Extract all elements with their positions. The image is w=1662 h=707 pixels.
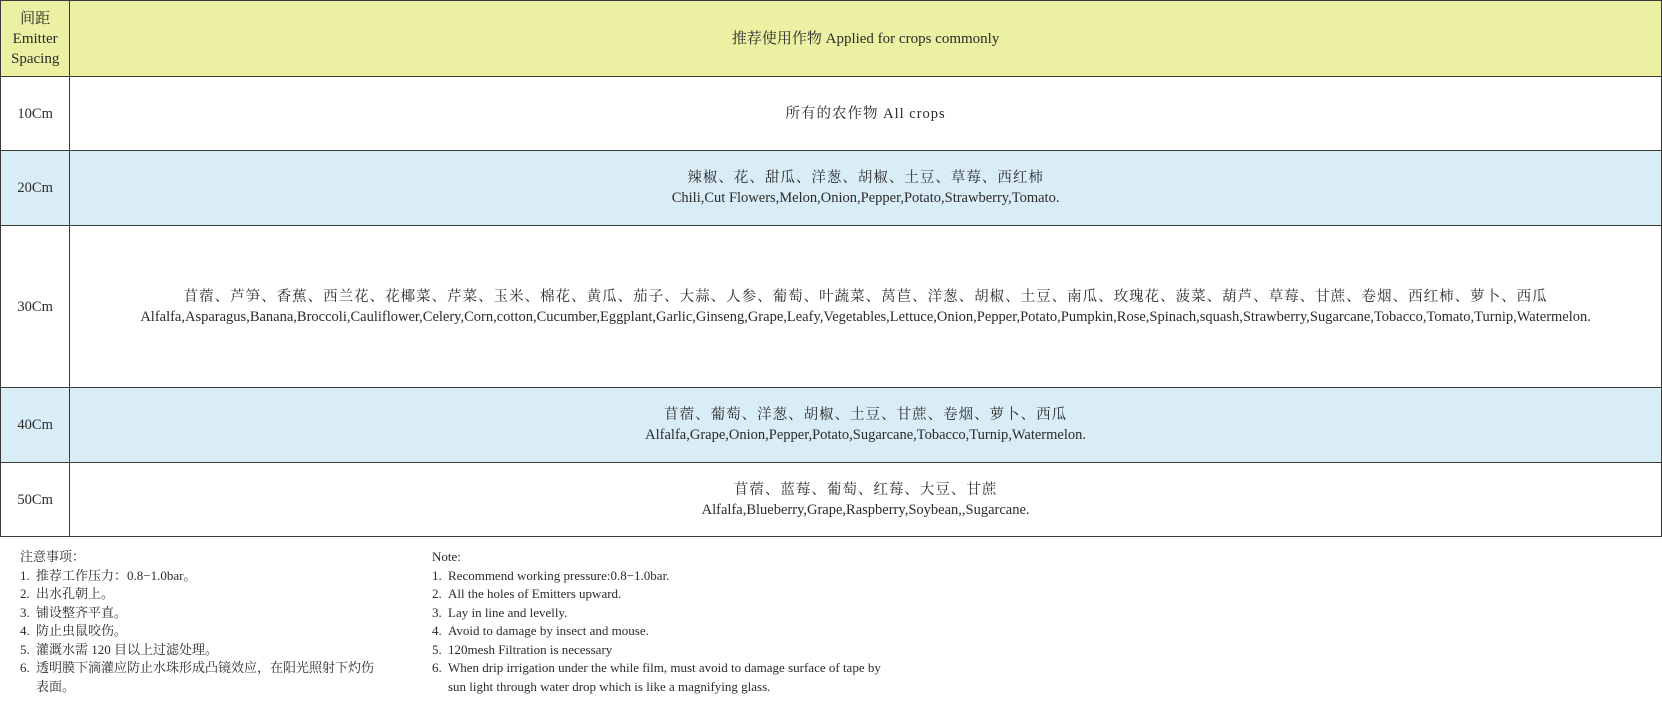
notes-chinese bbox=[20, 548, 400, 696]
notes-english bbox=[432, 548, 900, 696]
note-text: Lay in line and levelly. bbox=[448, 604, 568, 620]
row-spacing: 20Cm bbox=[1, 151, 70, 226]
note-item bbox=[432, 622, 900, 641]
row-crops-zh: 苜蓿、蓝莓、葡萄、红莓、大豆、甘蔗 bbox=[733, 481, 998, 498]
note-text: Avoid to damage by insect and mouse. bbox=[448, 623, 649, 638]
row-crops-en: Alfalfa,Blueberry,Grape,Raspberry,Soybean,,Sugarcane. bbox=[701, 501, 1030, 518]
note-text: 出水孔朝上。 bbox=[36, 586, 115, 601]
note-item bbox=[20, 567, 400, 586]
note-item bbox=[20, 585, 400, 604]
note-number: 6. bbox=[432, 660, 442, 675]
header-crops: 推荐使用作物 Applied for crops commonly bbox=[70, 1, 1662, 77]
note-item bbox=[432, 585, 900, 604]
note-item bbox=[432, 641, 900, 660]
table-row bbox=[1, 388, 1662, 463]
table-row bbox=[1, 226, 1662, 388]
row-crops bbox=[70, 226, 1662, 388]
note-number: 6. bbox=[20, 660, 30, 675]
note-number: 2. bbox=[432, 586, 442, 601]
table-row bbox=[1, 151, 1662, 226]
notes-section bbox=[0, 548, 901, 707]
note-text: 推荐工作压力：0.8−1.0bar。 bbox=[36, 567, 197, 583]
note-text: Recommend working pressure:0.8−1.0bar. bbox=[448, 567, 670, 583]
row-crops bbox=[70, 463, 1662, 537]
row-spacing: 50Cm bbox=[1, 463, 70, 537]
row-spacing: 40Cm bbox=[1, 388, 70, 463]
row-crops-zh: 苜蓿、葡萄、洋葱、胡椒、土豆、甘蔗、卷烟、萝卜、西瓜 bbox=[664, 407, 1068, 423]
note-text: All the holes of Emitters upward. bbox=[448, 586, 622, 601]
note-number: 4. bbox=[432, 623, 442, 638]
note-text: 透明膜下滴灌应防止水珠形成凸镜效应，在阳光照射下灼伤表面。 bbox=[36, 660, 375, 694]
row-crops-en: Alfalfa,Asparagus,Banana,Broccoli,Cauliflower,Celery,Corn,cotton,Cucumber,Eggplant,Garlic,Ginseng,Grape,Leafy,Vegetables,Lettuce,Onion,Pepper,Potato,Pumpkin,Rose,Spinach,squash,Strawberry,Sugarcane,Tobacco,Tomato,Turnip,Watermelon. bbox=[140, 308, 1591, 325]
note-text: When drip irrigation under the while film, must avoid to damage surface of tape by sun light through water drop which is like a magnifying glass. bbox=[448, 660, 881, 694]
row-crops-zh: 苜蓿、芦笋、香蕉、西兰花、花椰菜、芹菜、玉米、棉花、黄瓜、茄子、大蒜、人参、葡萄、叶蔬菜、莴苣、洋葱、胡椒、土豆、南瓜、玫瑰花、菠菜、葫芦、草莓、甘蔗、卷烟、西红柿、萝卜、西瓜 bbox=[183, 288, 1548, 305]
table-header-row bbox=[1, 1, 1662, 77]
row-crops-en: 所有的农作物 All crops bbox=[785, 105, 946, 122]
note-item bbox=[432, 659, 900, 696]
note-number: 3. bbox=[20, 604, 30, 620]
note-item bbox=[432, 604, 900, 623]
row-crops-en: Alfalfa,Grape,Onion,Pepper,Potato,Sugarcane,Tobacco,Turnip,Watermelon. bbox=[645, 427, 1087, 443]
row-crops bbox=[70, 151, 1662, 226]
note-number: 5. bbox=[432, 641, 442, 657]
note-item bbox=[20, 641, 400, 660]
row-spacing: 10Cm bbox=[1, 77, 70, 151]
row-crops-zh: 辣椒、花、甜瓜、洋葱、胡椒、土豆、草莓、西红柿 bbox=[687, 170, 1044, 186]
note-item bbox=[432, 567, 900, 586]
row-crops-en: Chili,Cut Flowers,Melon,Onion,Pepper,Potato,Strawberry,Tomato. bbox=[671, 190, 1060, 206]
note-number: 5. bbox=[20, 641, 30, 657]
note-number: 2. bbox=[20, 586, 30, 601]
table-row bbox=[1, 77, 1662, 151]
notes-en-title: Note: bbox=[432, 549, 461, 564]
row-crops bbox=[70, 388, 1662, 463]
note-text: 120mesh Filtration is necessary bbox=[448, 641, 613, 657]
note-text: 防止虫鼠咬伤。 bbox=[36, 623, 128, 638]
note-text: 铺设整齐平直。 bbox=[36, 604, 128, 620]
notes-zh-title: 注意事项： bbox=[20, 549, 86, 564]
note-item bbox=[20, 622, 400, 641]
note-number: 3. bbox=[432, 604, 442, 620]
table-row bbox=[1, 463, 1662, 537]
note-number: 4. bbox=[20, 623, 30, 638]
header-spacing: 间距 Emitter Spacing bbox=[1, 1, 70, 77]
note-item bbox=[20, 659, 400, 696]
note-item bbox=[20, 604, 400, 623]
row-crops bbox=[70, 77, 1662, 151]
note-number: 1. bbox=[432, 567, 442, 583]
note-text: 灌溉水需 120 目以上过滤处理。 bbox=[36, 641, 219, 657]
row-spacing: 30Cm bbox=[1, 226, 70, 388]
note-number: 1. bbox=[20, 567, 30, 583]
